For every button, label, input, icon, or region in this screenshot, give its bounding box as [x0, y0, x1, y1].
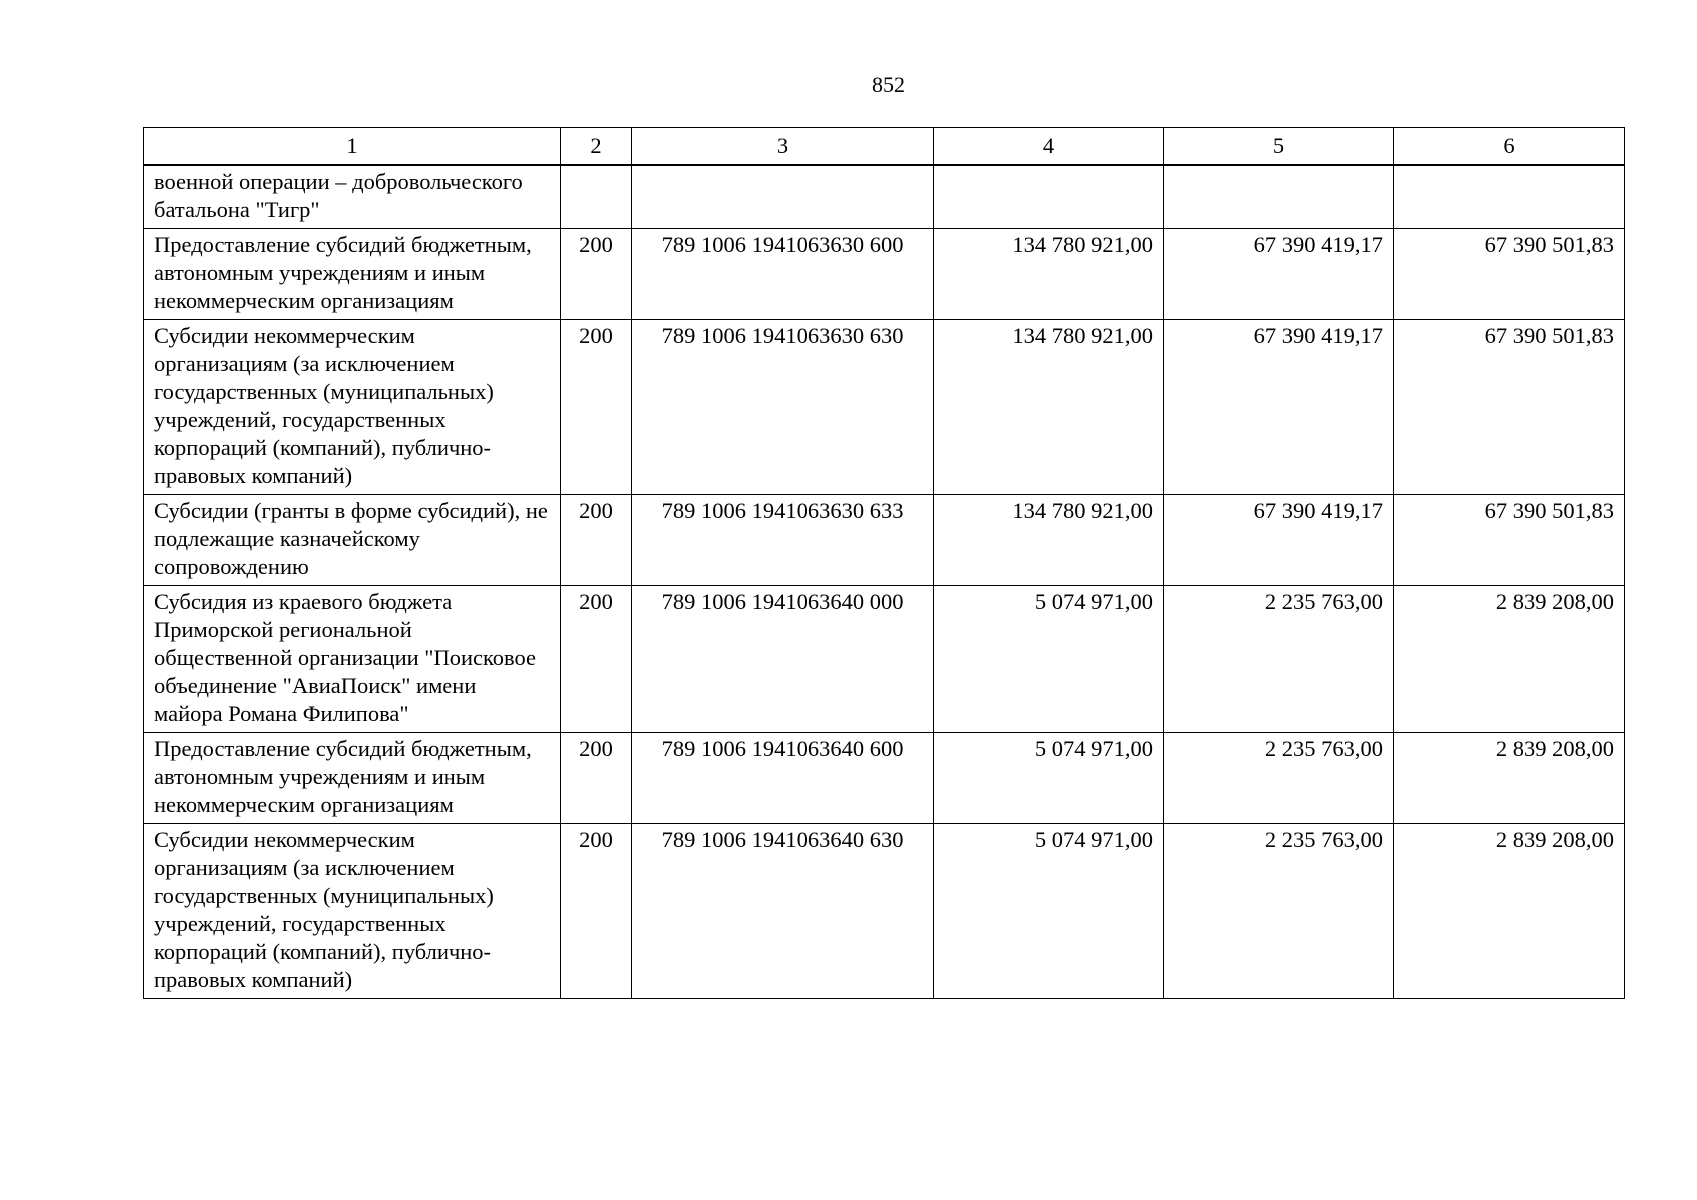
- table-row: [144, 320, 1625, 495]
- row-code: 200: [561, 229, 632, 320]
- header-col-1: 1: [144, 128, 561, 166]
- row-code: 200: [561, 586, 632, 733]
- row-value-col4: [934, 165, 1164, 229]
- table-row: [144, 824, 1625, 999]
- row-value-col4: 134 780 921,00: [934, 320, 1164, 495]
- row-value-col5: 2 235 763,00: [1164, 733, 1394, 824]
- row-value-col5: 67 390 419,17: [1164, 229, 1394, 320]
- row-name: Субсидии (гранты в форме субсидий), не подлежащие казначейскому сопровождению: [144, 495, 561, 586]
- row-classification: 789 1006 1941063630 600: [632, 229, 934, 320]
- row-name: Субсидии некоммерческим организациям (за исключением государственных (муниципальных) учреждений, государственных корпораций (компаний), публично-правовых компаний): [144, 824, 561, 999]
- header-col-4: 4: [934, 128, 1164, 166]
- page-number: 852: [872, 72, 905, 97]
- row-value-col5: [1164, 165, 1394, 229]
- row-name: Предоставление субсидий бюджетным, автономным учреждениям и иным некоммерческим организациям: [144, 733, 561, 824]
- row-value-col6: 67 390 501,83: [1394, 229, 1625, 320]
- row-classification: [632, 165, 934, 229]
- row-value-col4: 5 074 971,00: [934, 586, 1164, 733]
- row-value-col4: 5 074 971,00: [934, 824, 1164, 999]
- row-code: 200: [561, 320, 632, 495]
- row-code: 200: [561, 495, 632, 586]
- row-value-col6: [1394, 165, 1625, 229]
- row-value-col6: 2 839 208,00: [1394, 733, 1625, 824]
- table-row: [144, 165, 1625, 229]
- row-value-col4: 134 780 921,00: [934, 495, 1164, 586]
- row-classification: 789 1006 1941063630 633: [632, 495, 934, 586]
- row-value-col5: 67 390 419,17: [1164, 495, 1394, 586]
- row-name: Предоставление субсидий бюджетным, автономным учреждениям и иным некоммерческим организациям: [144, 229, 561, 320]
- row-name: военной операции – добровольческого батальона "Тигр": [144, 165, 561, 229]
- row-name: Субсидии некоммерческим организациям (за исключением государственных (муниципальных) учреждений, государственных корпораций (компаний), публично-правовых компаний): [144, 320, 561, 495]
- table-row: [144, 229, 1625, 320]
- table-row: [144, 586, 1625, 733]
- row-code: 200: [561, 733, 632, 824]
- row-value-col6: 67 390 501,83: [1394, 320, 1625, 495]
- row-value-col5: 2 235 763,00: [1164, 586, 1394, 733]
- header-col-2: 2: [561, 128, 632, 166]
- row-value-col5: 67 390 419,17: [1164, 320, 1394, 495]
- row-value-col6: 2 839 208,00: [1394, 586, 1625, 733]
- row-code: [561, 165, 632, 229]
- header-col-5: 5: [1164, 128, 1394, 166]
- table-row: [144, 495, 1625, 586]
- table-body: [144, 165, 1625, 999]
- table-header: [144, 128, 1625, 166]
- row-code: 200: [561, 824, 632, 999]
- row-classification: 789 1006 1941063630 630: [632, 320, 934, 495]
- row-classification: 789 1006 1941063640 630: [632, 824, 934, 999]
- row-value-col6: 2 839 208,00: [1394, 824, 1625, 999]
- row-value-col4: 134 780 921,00: [934, 229, 1164, 320]
- row-value-col6: 67 390 501,83: [1394, 495, 1625, 586]
- header-col-3: 3: [632, 128, 934, 166]
- row-classification: 789 1006 1941063640 600: [632, 733, 934, 824]
- row-name: Субсидия из краевого бюджета Приморской региональной общественной организации "Поисковое объединение "АвиаПоиск" имени майора Романа Филипова": [144, 586, 561, 733]
- row-classification: 789 1006 1941063640 000: [632, 586, 934, 733]
- header-row: [144, 128, 1625, 166]
- row-value-col4: 5 074 971,00: [934, 733, 1164, 824]
- budget-table: [143, 127, 1625, 999]
- row-value-col5: 2 235 763,00: [1164, 824, 1394, 999]
- header-col-6: 6: [1394, 128, 1625, 166]
- table-row: [144, 733, 1625, 824]
